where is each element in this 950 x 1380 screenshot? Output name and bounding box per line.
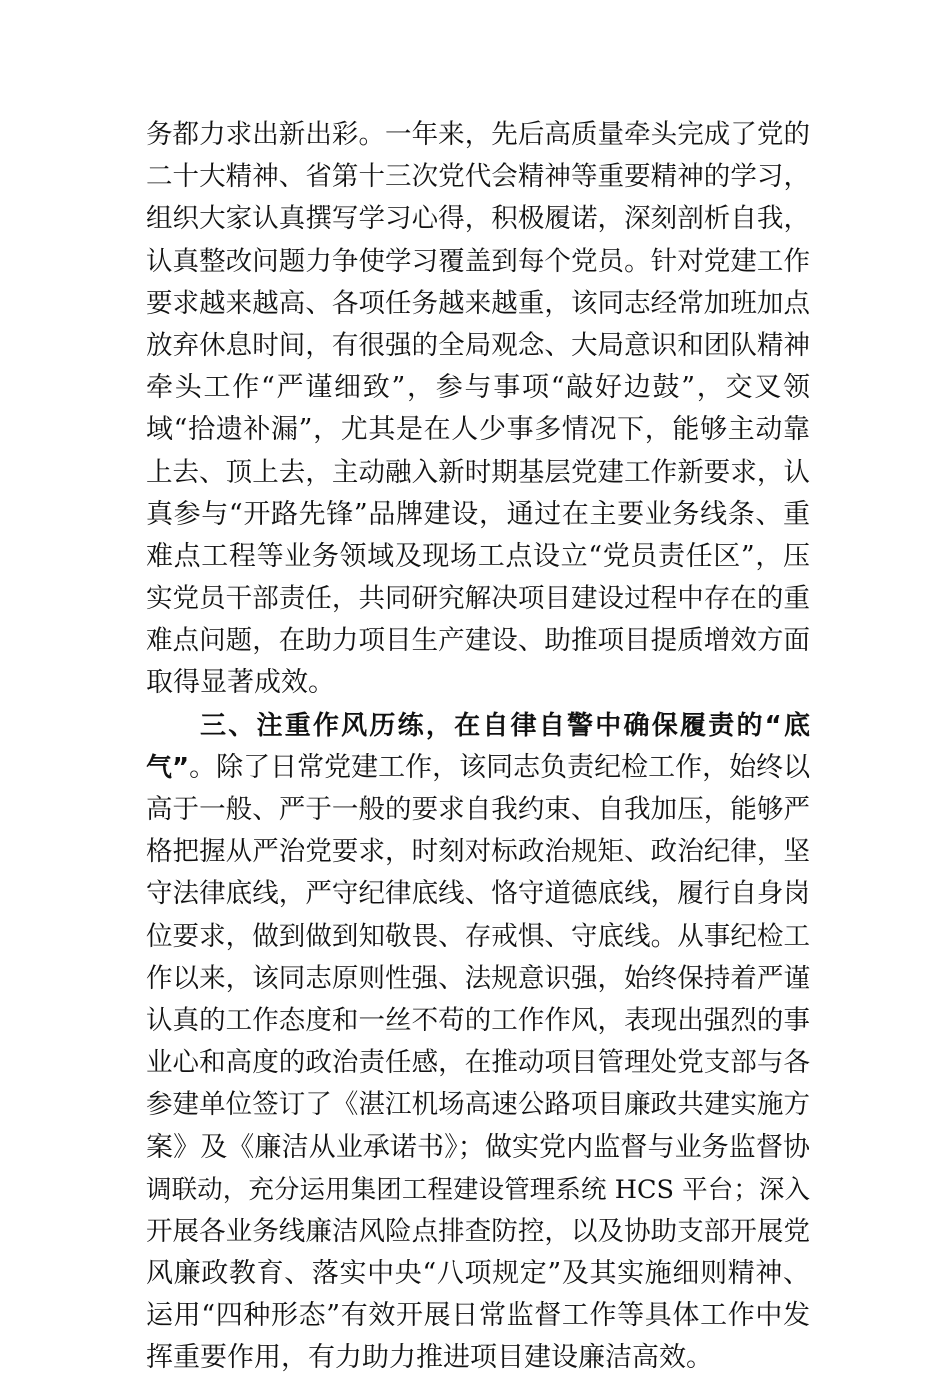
text-line: 认真的工作态度和一丝不苟的工作作风，表现出强烈的事 bbox=[146, 1004, 810, 1036]
text-line: 挥重要作用，有力助力推进项目建设廉洁高效。 bbox=[146, 1342, 713, 1374]
text-line: 守法律底线，严守纪律底线、恪守道德底线，履行自身岗 bbox=[146, 878, 810, 910]
text-line: 上去、顶上去，主动融入新时期基层党建工作新要求，认 bbox=[146, 456, 810, 488]
text-line: 格把握从严治党要求，时刻对标政治规矩、政治纪律，坚 bbox=[146, 836, 810, 868]
text-line: 案》及《廉洁从业承诺书》；做实党内监督与业务监督协 bbox=[146, 1131, 810, 1163]
paragraph-party-building bbox=[146, 114, 810, 705]
text-line: 风廉政教育、落实中央“八项规定”及其实施细则精神、 bbox=[146, 1258, 810, 1290]
text-line: 取得显著成效。 bbox=[146, 667, 335, 699]
text-line: 运用“四种形态”有效开展日常监督工作等具体工作中发 bbox=[146, 1300, 810, 1332]
text-line: 认真整改问题力争使学习覆盖到每个党员。针对党建工作 bbox=[146, 245, 810, 277]
text-line: 牵头工作“严谨细致”，参与事项“敲好边鼓”，交叉领 bbox=[146, 372, 810, 404]
text-line: 难点问题，在助力项目生产建设、助推项目提质增效方面 bbox=[146, 625, 810, 657]
text-line: 参建单位签订了《湛江机场高速公路项目廉政共建实施方 bbox=[146, 1089, 810, 1121]
document-page bbox=[146, 114, 810, 1380]
text-line: 调联动，充分运用集团工程建设管理系统 HCS 平台；深入 bbox=[146, 1174, 810, 1205]
paragraph-discipline-section bbox=[146, 705, 810, 1380]
text-line: 组织大家认真撰写学习心得，积极履诺，深刻剖析自我， bbox=[146, 203, 810, 235]
text-line: 要求越来越高、各项任务越来越重，该同志经常加班加点 bbox=[146, 287, 810, 319]
text-line: 业心和高度的政治责任感，在推动项目管理处党支部与各 bbox=[146, 1047, 810, 1079]
text-line: 位要求，做到做到知敬畏、存戒惧、守底线。从事纪检工 bbox=[146, 920, 810, 952]
text-line-rest: 。除了日常党建工作，该同志负责纪检工作，始终以 bbox=[189, 751, 810, 783]
text-line: 实党员干部责任，共同研究解决项目建设过程中存在的重 bbox=[146, 583, 810, 615]
section-heading: 三、注重作风历练，在自律自警中确保履责的“底 bbox=[200, 710, 810, 741]
text-line: 难点工程等业务领域及现场工点设立“党员责任区”，压 bbox=[146, 540, 810, 572]
text-line: 作以来，该同志原则性强、法规意识强，始终保持着严谨 bbox=[146, 962, 810, 994]
section-heading-end: 气” bbox=[146, 752, 190, 783]
text-line: 高于一般、严于一般的要求自我约束、自我加压，能够严 bbox=[146, 794, 810, 825]
text-line: 开展各业务线廉洁风险点排查防控，以及协助支部开展党 bbox=[146, 1215, 810, 1247]
text-line: 真参与“开路先锋”品牌建设，通过在主要业务线条、重 bbox=[146, 498, 810, 530]
text-line: 域“拾遗补漏”，尤其是在人少事多情况下，能够主动靠 bbox=[146, 414, 810, 446]
text-line: 务都力求出新出彩。一年来，先后高质量牵头完成了党的 bbox=[146, 119, 810, 150]
text-line: 放弃休息时间，有很强的全局观念、大局意识和团队精神 bbox=[146, 329, 810, 361]
text-line bbox=[146, 747, 810, 789]
text-line: 二十大精神、省第十三次党代会精神等重要精神的学习， bbox=[146, 161, 810, 193]
